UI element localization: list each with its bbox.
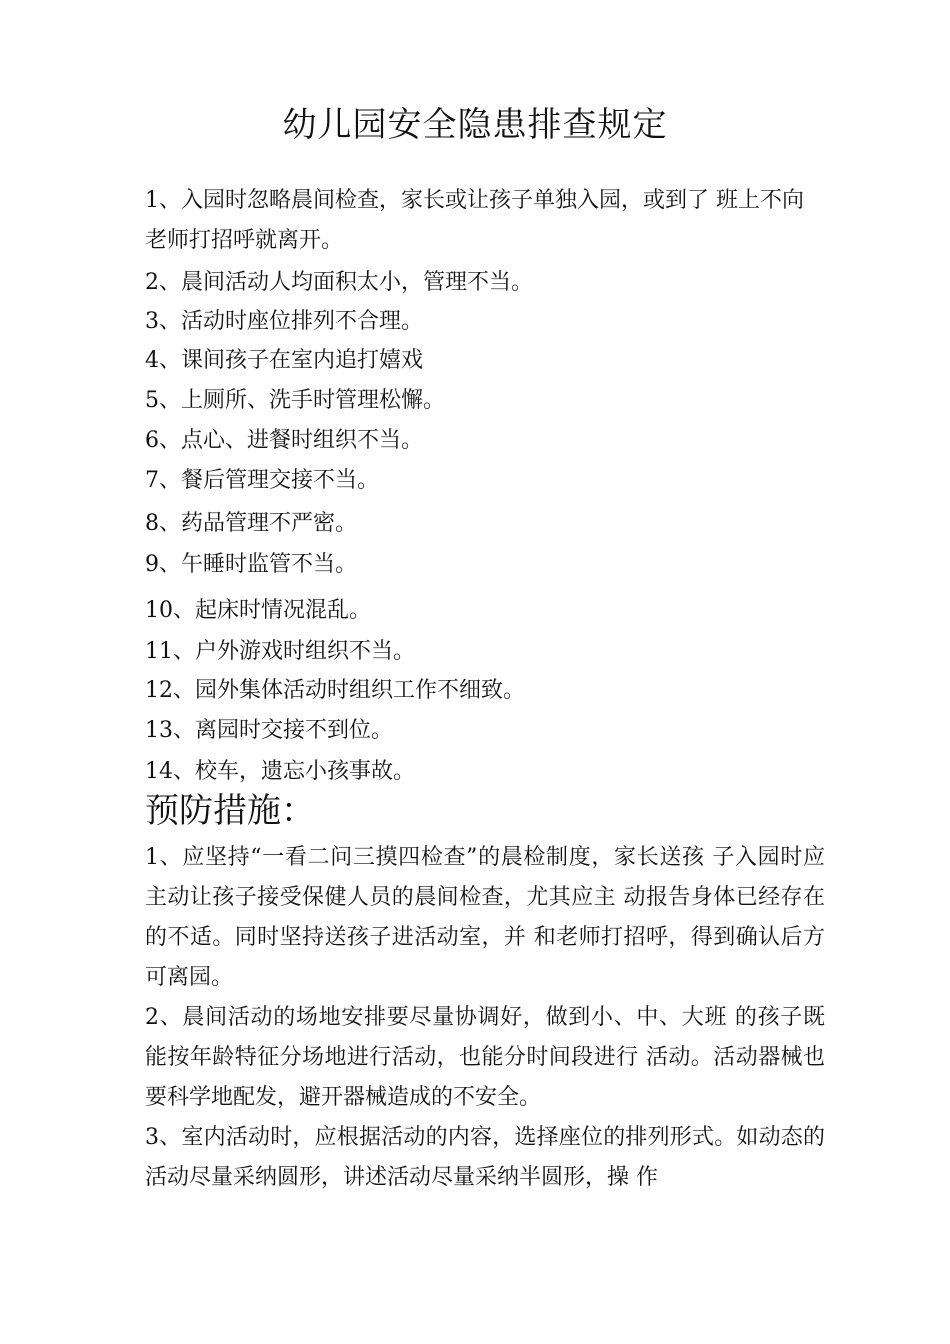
hazard-item-2: 2、晨间活动人均面积太小，管理不当。: [145, 270, 533, 295]
hazard-item-14: 14、校车，遗忘小孩事故。: [145, 759, 415, 784]
measure-paragraph-2: 2、晨间活动的场地安排要尽量协调好，做到小、中、大班 的孩子既能按年龄特征分场地进行活动，也能分时间段进行 活动。活动器械也要科学地配发，避开器械造成的不安全。: [145, 1005, 825, 1110]
hazard-item-6: 6、点心、进餐时组织不当。: [145, 428, 423, 453]
hazard-item-13: 13、离园时交接不到位。: [145, 718, 393, 743]
hazard-item-5: 5、上厕所、洗手时管理松懈。: [145, 388, 445, 413]
hazard-item-12: 12、园外集体活动时组织工作不细致。: [145, 678, 525, 703]
hazard-item-7: 7、餐后管理交接不当。: [145, 468, 379, 493]
hazard-item-1: 1、入园时忽略晨间检查，家长或让孩子单独入园，或到了 班上不向老师打招呼就离开。: [145, 188, 804, 253]
document-title: 幼儿园安全隐患排查规定: [282, 105, 668, 145]
measure-paragraph-3: 3、室内活动时，应根据活动的内容，选择座位的排列形式。如动态的活动尽量采纳圆形，讲述活动尽量采纳半圆形，操 作: [145, 1125, 825, 1190]
hazard-item-10: 10、起床时情况混乱。: [145, 598, 371, 623]
hazard-item-8: 8、药品管理不严密。: [145, 511, 357, 536]
hazard-item-9: 9、午睡时监管不当。: [145, 552, 357, 577]
measures-heading: 预防措施：: [145, 791, 315, 831]
hazard-item-4: 4、课间孩子在室内追打嬉戏: [145, 348, 423, 373]
hazard-item-11: 11、户外游戏时组织不当。: [145, 639, 415, 664]
measure-paragraph-1: 1、应坚持“一看二问三摸四检查”的晨检制度，家长送孩 子入园时应主动让孩子接受保健人员的晨间检查，尤其应主 动报告身体已经存在的不适。同时坚持送孩子进活动室，并 和老师打招呼，得到确认后方可离园。: [145, 845, 825, 990]
hazard-item-3: 3、活动时座位排列不合理。: [145, 309, 423, 334]
